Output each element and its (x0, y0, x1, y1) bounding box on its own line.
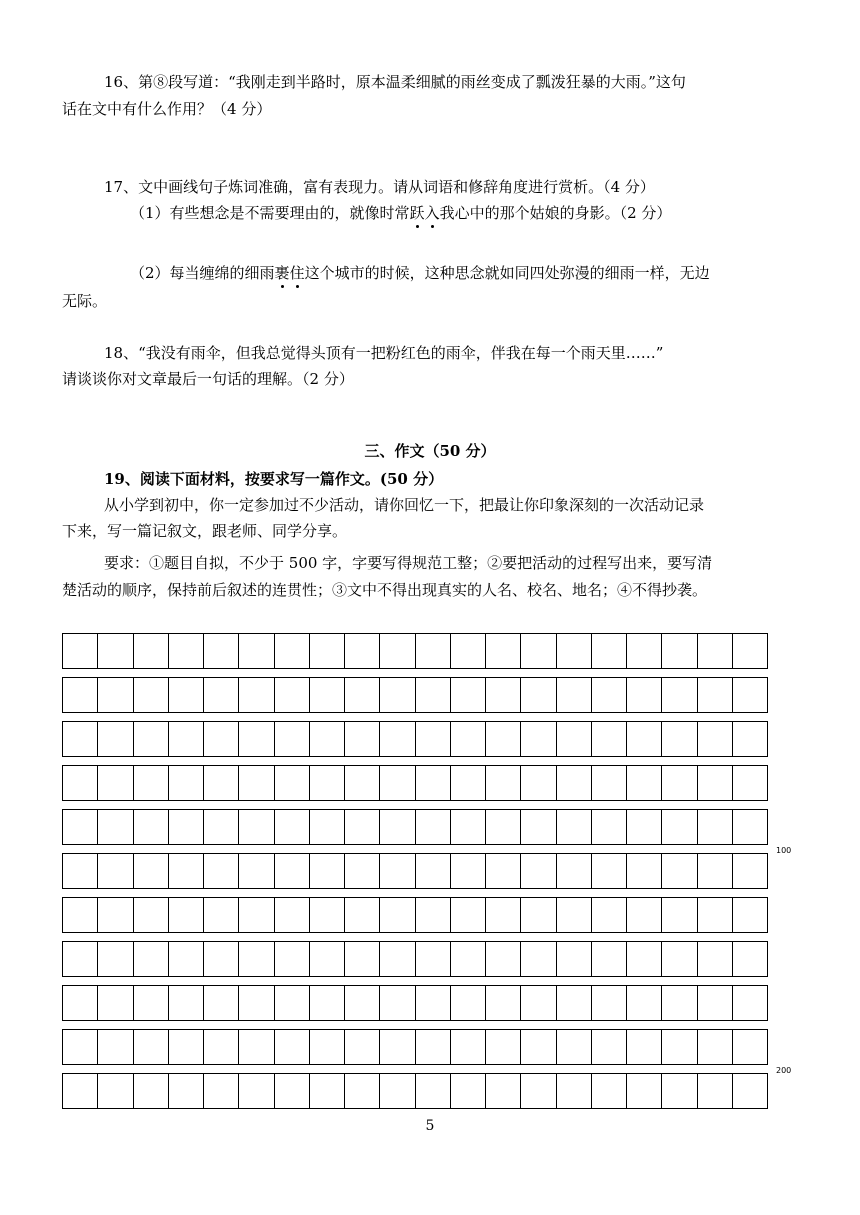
grid-cell[interactable] (169, 766, 204, 800)
grid-cell[interactable] (345, 1074, 380, 1108)
grid-cell[interactable] (698, 942, 733, 976)
grid-cell[interactable] (239, 678, 274, 712)
emphasis-dot-char: 跃 (409, 204, 425, 222)
grid-cell[interactable] (380, 810, 415, 844)
grid-cell[interactable] (380, 634, 415, 668)
grid-cell[interactable] (733, 986, 767, 1020)
grid-cell[interactable] (733, 1030, 767, 1064)
grid-cell[interactable] (134, 678, 169, 712)
grid-cell[interactable] (521, 986, 556, 1020)
grid-row (62, 1073, 768, 1109)
grid-cell[interactable] (451, 678, 486, 712)
grid-cell[interactable] (98, 766, 133, 800)
grid-cell[interactable] (592, 898, 627, 932)
grid-cell[interactable] (134, 986, 169, 1020)
grid-cell[interactable] (733, 854, 767, 888)
grid-cell[interactable] (169, 898, 204, 932)
grid-cell[interactable] (486, 634, 521, 668)
grid-cell[interactable] (557, 678, 592, 712)
grid-row (62, 853, 768, 889)
grid-cell[interactable] (627, 766, 662, 800)
grid-row (62, 677, 768, 713)
grid-cell[interactable] (204, 854, 239, 888)
grid-cell[interactable] (521, 722, 556, 756)
grid-cell[interactable] (592, 1074, 627, 1108)
grid-cell[interactable] (204, 766, 239, 800)
grid-cell[interactable] (451, 986, 486, 1020)
grid-cell[interactable] (239, 986, 274, 1020)
grid-cell[interactable] (380, 942, 415, 976)
grid-cell[interactable] (662, 986, 697, 1020)
grid-cell[interactable] (380, 986, 415, 1020)
grid-cell[interactable] (380, 678, 415, 712)
grid-cell[interactable] (698, 722, 733, 756)
grid-cell[interactable] (169, 678, 204, 712)
grid-cell[interactable] (345, 722, 380, 756)
grid-cell[interactable] (486, 810, 521, 844)
grid-cell[interactable] (592, 1030, 627, 1064)
grid-cell[interactable] (275, 942, 310, 976)
grid-cell[interactable] (310, 942, 345, 976)
grid-cell[interactable] (627, 854, 662, 888)
grid-cell[interactable] (416, 1074, 451, 1108)
grid-cell[interactable] (592, 942, 627, 976)
grid-cell[interactable] (521, 942, 556, 976)
grid-cell[interactable] (239, 634, 274, 668)
grid-cell[interactable] (486, 678, 521, 712)
grid-cell[interactable] (592, 722, 627, 756)
grid-cell[interactable] (486, 986, 521, 1020)
grid-cell[interactable] (486, 854, 521, 888)
grid-cell[interactable] (521, 634, 556, 668)
grid-cell[interactable] (310, 854, 345, 888)
grid-cell[interactable] (486, 1074, 521, 1108)
grid-cell[interactable] (662, 634, 697, 668)
grid-cell[interactable] (521, 1030, 556, 1064)
grid-cell[interactable] (662, 898, 697, 932)
grid-cell[interactable] (275, 1074, 310, 1108)
grid-cell[interactable] (416, 942, 451, 976)
grid-cell[interactable] (169, 1030, 204, 1064)
grid-cell[interactable] (275, 722, 310, 756)
grid-cell[interactable] (592, 810, 627, 844)
q19-requirements-line2: 楚活动的顺序，保持前后叙述的连贯性；③文中不得出现真实的人名、校名、地名；④不得抄袭。 (62, 581, 708, 599)
q17-sub1-pre: （1）有些想念是不需要理由的，就像时常 (130, 204, 410, 222)
grid-cell[interactable] (380, 766, 415, 800)
grid-cell[interactable] (275, 1030, 310, 1064)
grid-cell[interactable] (98, 810, 133, 844)
grid-cell[interactable] (169, 810, 204, 844)
grid-cell[interactable] (169, 854, 204, 888)
grid-cell[interactable] (451, 766, 486, 800)
grid-cell[interactable] (698, 898, 733, 932)
emphasis-dot-char: 住 (289, 264, 305, 282)
grid-cell[interactable] (486, 1030, 521, 1064)
word-count-marker-200: 200 (776, 1066, 792, 1075)
grid-cell[interactable] (169, 722, 204, 756)
grid-cell[interactable] (63, 986, 98, 1020)
grid-cell[interactable] (521, 898, 556, 932)
grid-cell[interactable] (698, 766, 733, 800)
grid-cell[interactable] (451, 854, 486, 888)
q17-sub1 (130, 203, 671, 223)
grid-cell[interactable] (239, 1074, 274, 1108)
grid-cell[interactable] (451, 634, 486, 668)
grid-cell[interactable] (345, 766, 380, 800)
writing-grid[interactable] (62, 633, 768, 1117)
grid-cell[interactable] (169, 634, 204, 668)
grid-cell[interactable] (310, 1074, 345, 1108)
word-count-marker-100: 100 (776, 846, 792, 855)
q17-stem: 17、文中画线句子炼词准确，富有表现力。请从词语和修辞角度进行赏析。（4 分） (104, 178, 655, 196)
grid-cell[interactable] (98, 942, 133, 976)
grid-cell[interactable] (627, 634, 662, 668)
grid-cell[interactable] (169, 1074, 204, 1108)
grid-cell[interactable] (204, 678, 239, 712)
grid-cell[interactable] (63, 678, 98, 712)
grid-cell[interactable] (98, 634, 133, 668)
grid-cell[interactable] (63, 634, 98, 668)
grid-cell[interactable] (733, 942, 767, 976)
grid-cell[interactable] (63, 1074, 98, 1108)
q19-stem: 19、阅读下面材料，按要求写一篇作文。(50 分） (104, 470, 444, 488)
grid-cell[interactable] (662, 722, 697, 756)
grid-cell[interactable] (63, 1030, 98, 1064)
grid-cell[interactable] (416, 766, 451, 800)
grid-cell[interactable] (592, 766, 627, 800)
grid-cell[interactable] (698, 1030, 733, 1064)
grid-cell[interactable] (698, 854, 733, 888)
grid-cell[interactable] (733, 678, 767, 712)
grid-cell[interactable] (134, 854, 169, 888)
grid-cell[interactable] (733, 722, 767, 756)
grid-cell[interactable] (345, 1030, 380, 1064)
grid-cell[interactable] (698, 1074, 733, 1108)
grid-cell[interactable] (557, 854, 592, 888)
grid-cell[interactable] (134, 634, 169, 668)
grid-row (62, 721, 768, 757)
grid-row (62, 1029, 768, 1065)
q16-line2: 话在文中有什么作用？（4 分） (62, 100, 272, 118)
q17-sub1-post: 我心中的那个姑娘的身影。（2 分） (439, 204, 672, 222)
grid-cell[interactable] (592, 634, 627, 668)
grid-cell[interactable] (557, 986, 592, 1020)
grid-cell[interactable] (557, 722, 592, 756)
grid-cell[interactable] (63, 942, 98, 976)
grid-cell[interactable] (134, 1074, 169, 1108)
grid-cell[interactable] (698, 634, 733, 668)
grid-cell[interactable] (134, 942, 169, 976)
grid-cell[interactable] (662, 942, 697, 976)
grid-cell[interactable] (733, 810, 767, 844)
grid-cell[interactable] (134, 810, 169, 844)
grid-cell[interactable] (733, 766, 767, 800)
grid-cell[interactable] (451, 722, 486, 756)
grid-cell[interactable] (521, 854, 556, 888)
q17-sub2-pre: （2）每当缠绵的细雨 (130, 264, 275, 282)
grid-cell[interactable] (486, 722, 521, 756)
grid-cell[interactable] (239, 942, 274, 976)
grid-cell[interactable] (98, 986, 133, 1020)
grid-cell[interactable] (204, 1030, 239, 1064)
grid-cell[interactable] (275, 634, 310, 668)
grid-cell[interactable] (239, 1030, 274, 1064)
grid-cell[interactable] (204, 634, 239, 668)
grid-cell[interactable] (134, 722, 169, 756)
grid-cell[interactable] (627, 810, 662, 844)
grid-cell[interactable] (63, 766, 98, 800)
grid-cell[interactable] (662, 766, 697, 800)
grid-cell[interactable] (557, 766, 592, 800)
grid-cell[interactable] (98, 1030, 133, 1064)
grid-cell[interactable] (662, 678, 697, 712)
grid-cell[interactable] (416, 634, 451, 668)
grid-cell[interactable] (662, 810, 697, 844)
grid-cell[interactable] (239, 722, 274, 756)
grid-cell[interactable] (98, 854, 133, 888)
grid-cell[interactable] (380, 1074, 415, 1108)
grid-cell[interactable] (345, 898, 380, 932)
grid-cell[interactable] (204, 722, 239, 756)
grid-cell[interactable] (380, 722, 415, 756)
grid-cell[interactable] (698, 810, 733, 844)
grid-cell[interactable] (239, 854, 274, 888)
section-title: 三、作文（50 分） (364, 442, 496, 460)
grid-cell[interactable] (380, 1030, 415, 1064)
grid-cell[interactable] (169, 942, 204, 976)
grid-cell[interactable] (275, 854, 310, 888)
grid-cell[interactable] (592, 986, 627, 1020)
grid-row (62, 633, 768, 669)
emphasis-dot-char: 入 (424, 204, 440, 222)
grid-cell[interactable] (627, 722, 662, 756)
grid-cell[interactable] (521, 810, 556, 844)
grid-cell[interactable] (98, 1074, 133, 1108)
q17-sub2-line2: 无际。 (62, 292, 108, 310)
grid-cell[interactable] (63, 722, 98, 756)
grid-cell[interactable] (275, 898, 310, 932)
grid-cell[interactable] (98, 678, 133, 712)
grid-cell[interactable] (698, 678, 733, 712)
grid-cell[interactable] (416, 986, 451, 1020)
grid-cell[interactable] (98, 722, 133, 756)
grid-cell[interactable] (627, 1074, 662, 1108)
q18-line1: 18、“我没有雨伞，但我总觉得头顶有一把粉红色的雨伞，伴我在每一个雨天里……” (104, 344, 664, 362)
grid-cell[interactable] (416, 810, 451, 844)
grid-cell[interactable] (275, 678, 310, 712)
grid-cell[interactable] (592, 854, 627, 888)
grid-cell[interactable] (733, 898, 767, 932)
grid-cell[interactable] (451, 942, 486, 976)
q18-line2: 请谈谈你对文章最后一句话的理解。（2 分） (62, 370, 354, 388)
grid-cell[interactable] (63, 854, 98, 888)
grid-cell[interactable] (557, 942, 592, 976)
grid-cell[interactable] (627, 678, 662, 712)
grid-cell[interactable] (345, 854, 380, 888)
grid-cell[interactable] (204, 810, 239, 844)
grid-cell[interactable] (627, 898, 662, 932)
emphasis-dot-char: 裹 (274, 264, 290, 282)
grid-cell[interactable] (239, 766, 274, 800)
grid-cell[interactable] (310, 1030, 345, 1064)
grid-cell[interactable] (275, 766, 310, 800)
q19-material-line1: 从小学到初中，你一定参加过不少活动，请你回忆一下，把最让你印象深刻的一次活动记录 (104, 496, 705, 514)
grid-cell[interactable] (310, 634, 345, 668)
grid-cell[interactable] (239, 810, 274, 844)
grid-cell[interactable] (345, 634, 380, 668)
grid-cell[interactable] (592, 678, 627, 712)
grid-cell[interactable] (98, 898, 133, 932)
grid-cell[interactable] (486, 766, 521, 800)
grid-cell[interactable] (416, 854, 451, 888)
grid-cell[interactable] (345, 986, 380, 1020)
grid-row (62, 809, 768, 845)
q16-line1: 16、第⑧段写道：“我刚走到半路时，原本温柔细腻的雨丝变成了瓢泼狂暴的大雨。”这句 (104, 73, 686, 91)
grid-cell[interactable] (63, 898, 98, 932)
grid-cell[interactable] (380, 898, 415, 932)
grid-cell[interactable] (662, 854, 697, 888)
grid-cell[interactable] (486, 942, 521, 976)
grid-row (62, 897, 768, 933)
grid-cell[interactable] (557, 1074, 592, 1108)
grid-cell[interactable] (310, 898, 345, 932)
grid-cell[interactable] (733, 634, 767, 668)
grid-cell[interactable] (521, 1074, 556, 1108)
grid-cell[interactable] (239, 898, 274, 932)
grid-cell[interactable] (451, 1030, 486, 1064)
grid-cell[interactable] (345, 810, 380, 844)
grid-cell[interactable] (204, 1074, 239, 1108)
grid-cell[interactable] (486, 898, 521, 932)
grid-cell[interactable] (733, 1074, 767, 1108)
grid-row (62, 985, 768, 1021)
grid-cell[interactable] (134, 1030, 169, 1064)
grid-cell[interactable] (310, 722, 345, 756)
grid-cell[interactable] (416, 1030, 451, 1064)
grid-cell[interactable] (345, 678, 380, 712)
grid-cell[interactable] (310, 678, 345, 712)
grid-cell[interactable] (416, 898, 451, 932)
grid-cell[interactable] (310, 766, 345, 800)
grid-cell[interactable] (557, 898, 592, 932)
grid-cell[interactable] (63, 810, 98, 844)
grid-cell[interactable] (345, 942, 380, 976)
q17-sub2-post: 这个城市的时候，这种思念就如同四处弥漫的细雨一样，无边 (304, 264, 710, 282)
grid-cell[interactable] (662, 1030, 697, 1064)
grid-cell[interactable] (698, 986, 733, 1020)
grid-cell[interactable] (310, 986, 345, 1020)
grid-cell[interactable] (557, 810, 592, 844)
grid-cell[interactable] (451, 810, 486, 844)
grid-cell[interactable] (310, 810, 345, 844)
grid-cell[interactable] (627, 942, 662, 976)
q19-requirements-line1: 要求：①题目自拟，不少于 500 字，字要写得规范工整；②要把活动的过程写出来，要写清 (104, 554, 713, 572)
grid-cell[interactable] (134, 766, 169, 800)
grid-cell[interactable] (521, 766, 556, 800)
grid-cell[interactable] (416, 722, 451, 756)
grid-cell[interactable] (380, 854, 415, 888)
grid-cell[interactable] (627, 986, 662, 1020)
grid-cell[interactable] (627, 1030, 662, 1064)
grid-cell[interactable] (275, 810, 310, 844)
page-number: 5 (425, 1118, 435, 1134)
q17-sub2-line1 (130, 263, 710, 283)
grid-cell[interactable] (275, 986, 310, 1020)
grid-cell[interactable] (557, 634, 592, 668)
grid-row (62, 765, 768, 801)
grid-row (62, 941, 768, 977)
grid-cell[interactable] (134, 898, 169, 932)
grid-cell[interactable] (521, 678, 556, 712)
grid-cell[interactable] (557, 1030, 592, 1064)
grid-cell[interactable] (204, 986, 239, 1020)
grid-cell[interactable] (204, 942, 239, 976)
q19-material-line2: 下来，写一篇记叙文，跟老师、同学分享。 (62, 522, 348, 540)
grid-cell[interactable] (451, 898, 486, 932)
grid-cell[interactable] (662, 1074, 697, 1108)
grid-cell[interactable] (204, 898, 239, 932)
grid-cell[interactable] (451, 1074, 486, 1108)
grid-cell[interactable] (416, 678, 451, 712)
grid-cell[interactable] (169, 986, 204, 1020)
